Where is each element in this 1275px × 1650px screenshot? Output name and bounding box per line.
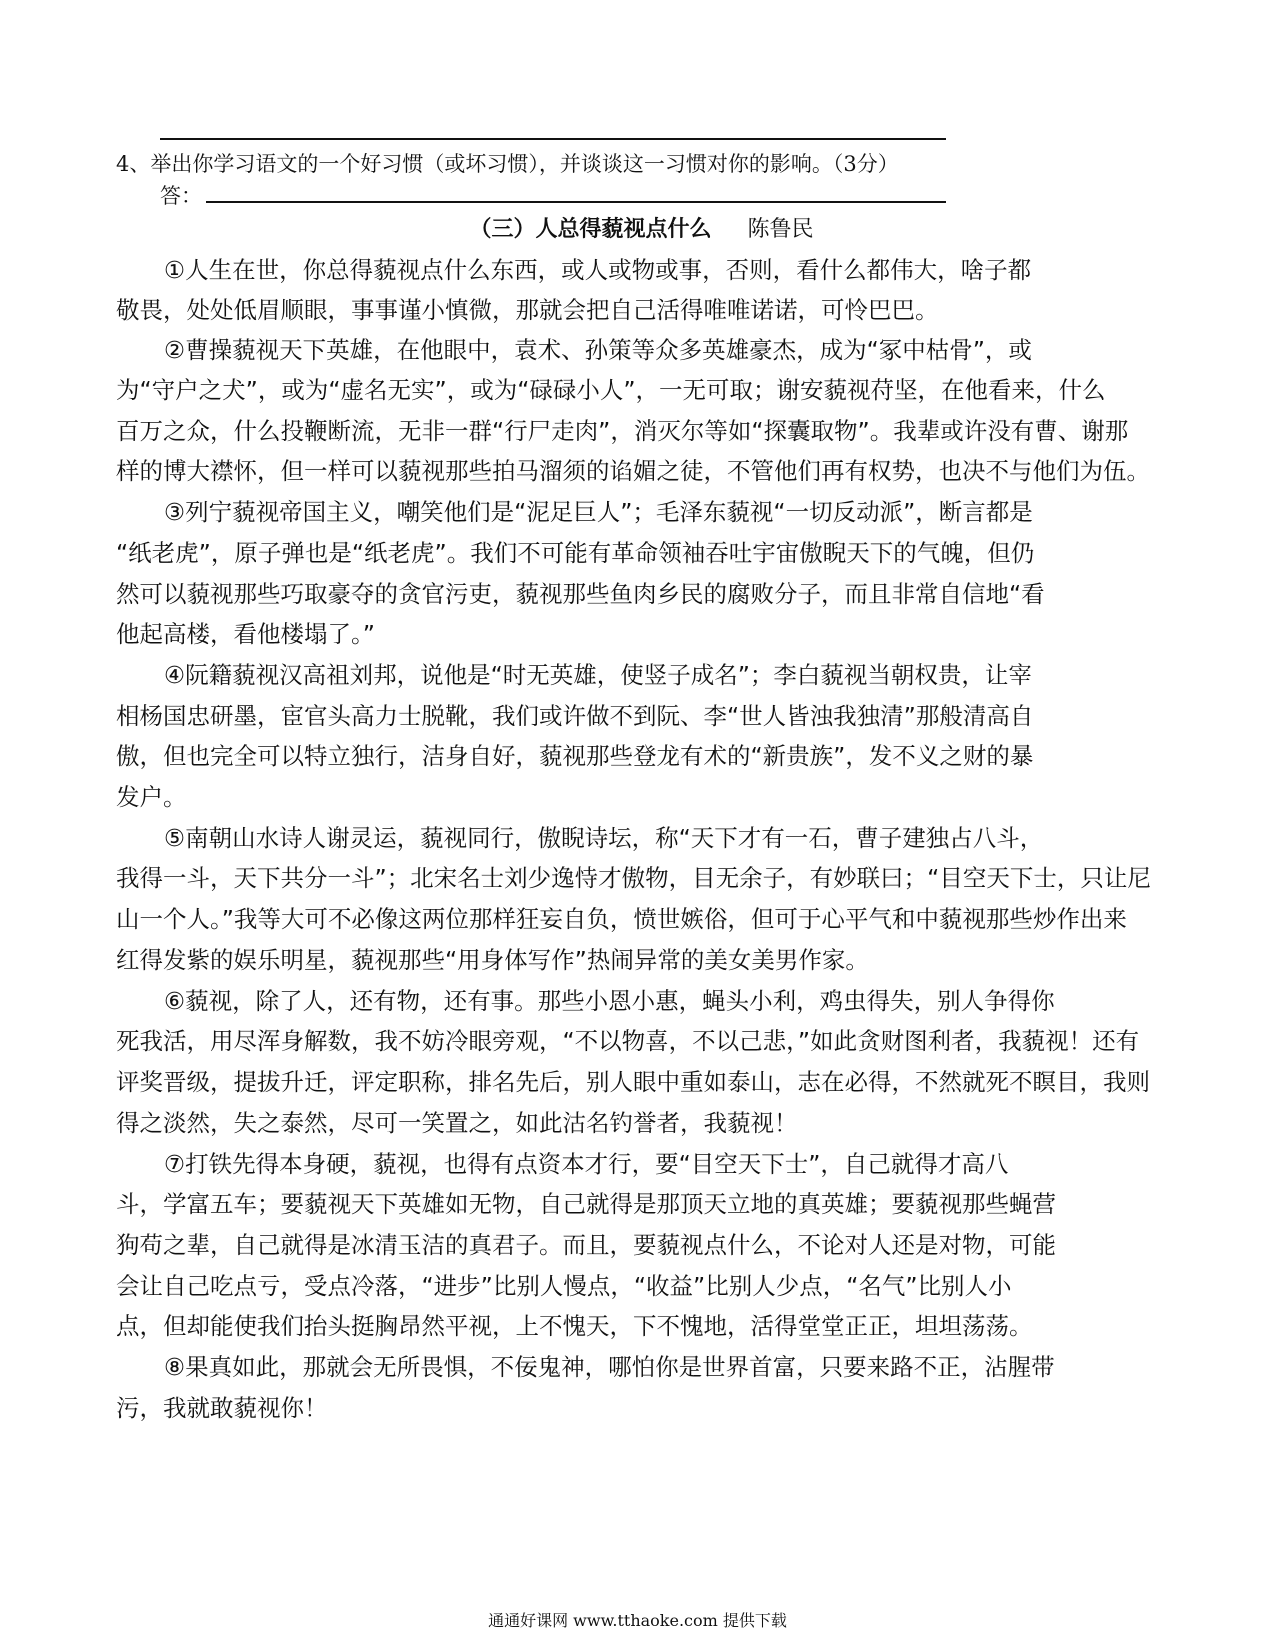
answer-blank-line-top: [160, 138, 946, 140]
paragraph-line: ⑤南朝山水诗人谢灵运，藐视同行，傲睨诗坛，称“天下才有一石，曹子建独占八斗，: [164, 824, 1044, 852]
paragraph-line: 污，我就敢藐视你！: [116, 1394, 328, 1422]
paragraph-line: 傲，但也完全可以特立独行，洁身自好，藐视那些登龙有术的“新贵族”，发不义之财的暴: [116, 742, 1034, 770]
paragraph-line: 红得发紫的娱乐明星，藐视那些“用身体写作”热闹异常的美女美男作家。: [116, 946, 869, 974]
paragraph-line: “纸老虎”，原子弹也是“纸老虎”。我们不可能有革命领袖吞吐宇宙傲睨天下的气魄，但仍: [116, 539, 1035, 567]
paragraph-line: 然可以藐视那些巧取豪夺的贪官污吏，藐视那些鱼肉乡民的腐败分子，而且非常自信地“看: [116, 580, 1045, 608]
paragraph-line: 山一个人。”我等大可不必像这两位那样狂妄自负，愤世嫉俗，但可于心平气和中藐视那些炒作出来: [116, 905, 1127, 933]
paragraph-line: 斗，学富五车；要藐视天下英雄如无物，自己就得是那顶天立地的真英雄；要藐视那些蝇营: [116, 1190, 1056, 1218]
answer-blank-line[interactable]: [206, 201, 946, 203]
paragraph-line: ②曹操藐视天下英雄，在他眼中，袁术、孙策等众多英雄豪杰，成为“冢中枯骨”，或: [164, 336, 1032, 364]
paragraph-line: 发户。: [116, 783, 187, 811]
question-4-prompt: 4、举出你学习语文的一个好习惯（或坏习惯），并谈谈这一习惯对你的影响。（3分）: [116, 152, 899, 176]
paragraph-line: ④阮籍藐视汉高祖刘邦，说他是“时无英雄，使竖子成名”；李白藐视当朝权贵，让宰: [164, 661, 1032, 689]
paragraph-line: 敬畏，处处低眉顺眼，事事谨小慎微，那就会把自己活得唯唯诺诺，可怜巴巴。: [116, 296, 939, 324]
page-footer: 通通好课网 www.tthaoke.com 提供下载: [488, 1611, 787, 1630]
paragraph-line: 为“守户之犬”，或为“虚名无实”，或为“碌碌小人”，一无可取；谢安藐视苻坚，在他看来，什么: [116, 376, 1106, 404]
paragraph-line: 死我活，用尽浑身解数，我不妨冷眼旁观，“不以物喜，不以己悲，”如此贪财图利者，我藐视！还有: [116, 1027, 1140, 1055]
paragraph-line: 他起高楼，看他楼塌了。”: [116, 620, 375, 648]
paragraph-line: ③列宁藐视帝国主义，嘲笑他们是“泥足巨人”；毛泽东藐视“一切反动派”，断言都是: [164, 498, 1033, 526]
paragraph-line: 点，但却能使我们抬头挺胸昂然平视，上不愧天，下不愧地，活得堂堂正正，坦坦荡荡。: [116, 1312, 1033, 1340]
paragraph-line: 相杨国忠研墨，宦官头高力士脱靴，我们或许做不到阮、李“世人皆浊我独清”那般清高自: [116, 702, 1034, 730]
paragraph-line: 得之淡然，失之泰然，尽可一笑置之，如此沽名钓誉者，我藐视！: [116, 1109, 798, 1137]
paragraph-line: ①人生在世，你总得藐视点什么东西，或人或物或事，否则，看什么都伟大，啥子都: [164, 256, 1032, 284]
paragraph-line: ⑦打铁先得本身硬，藐视，也得有点资本才行，要“目空天下士”，自己就得才高八: [164, 1150, 1009, 1178]
paragraph-line: 狗苟之辈，自己就得是冰清玉洁的真君子。而且，要藐视点什么，不论对人还是对物，可能: [116, 1231, 1056, 1259]
section-heading: （三）人总得藐视点什么: [469, 217, 712, 242]
paragraph-line: 样的博大襟怀，但一样可以藐视那些拍马溜须的谄媚之徒，不管他们再有权势，也决不与他们为伍。: [116, 457, 1150, 485]
paragraph-line: 百万之众，什么投鞭断流，无非一群“行尸走肉”，消灭尔等如“探囊取物”。我辈或许没有曹、谢那: [116, 417, 1129, 445]
paragraph-line: 评奖晋级，提拔升迁，评定职称，排名先后，别人眼中重如泰山，志在必得，不然就死不瞑目，我则: [116, 1068, 1150, 1096]
answer-label: 答：: [160, 184, 202, 208]
article-author: 陈鲁民: [747, 217, 814, 242]
paragraph-line: 会让自己吃点亏，受点冷落，“进步”比别人慢点，“收益”比别人少点，“名气”比别人小: [116, 1272, 1012, 1300]
article-title: [0, 212, 1275, 243]
paragraph-line: ⑥藐视，除了人，还有物，还有事。那些小恩小惠，蝇头小利，鸡虫得失，别人争得你: [164, 987, 1055, 1015]
paragraph-line: 我得一斗，天下共分一斗”；北宋名士刘少逸恃才傲物，目无余子，有妙联曰；“目空天下士，只让尼: [116, 864, 1151, 892]
paragraph-line: ⑧果真如此，那就会无所畏惧，不佞鬼神，哪怕你是世界首富，只要来路不正，沾腥带: [164, 1353, 1055, 1381]
